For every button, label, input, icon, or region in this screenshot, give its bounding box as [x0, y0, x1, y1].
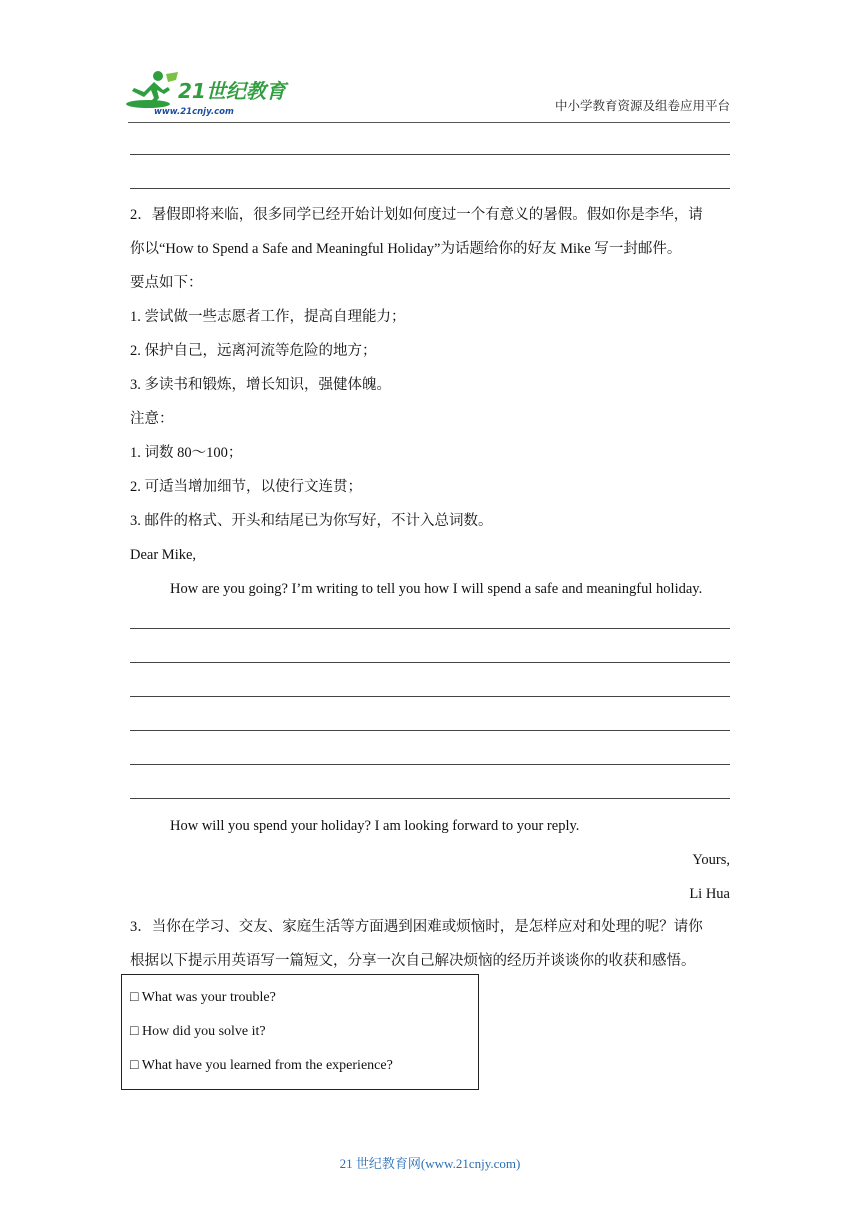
letter-greeting: Dear Mike,	[130, 547, 197, 563]
runner-logo-icon	[124, 68, 294, 118]
q2-note: 3. 邮件的格式、开头和结尾已为你写好，不计入总词数。	[130, 513, 493, 529]
writing-line	[130, 188, 730, 189]
logo-url: www.21cnjy.com	[154, 107, 234, 117]
q2-points-title: 要点如下：	[130, 275, 203, 291]
q2-point: 1. 尝试做一些志愿者工作，提高自理能力；	[130, 309, 406, 325]
footer-link[interactable]: 21 世纪教育网(www.21cnjy.com)	[339, 1156, 521, 1171]
answer-line[interactable]	[130, 730, 730, 731]
letter-signoff: Yours,	[692, 852, 730, 868]
q2-note: 1. 词数 80～100；	[130, 445, 243, 461]
q3-prompt-line2: 根据以下提示用英语写一篇短文，分享一次自己解决烦恼的经历并谈谈你的收获和感悟。	[130, 953, 696, 969]
logo	[124, 68, 294, 118]
q2-point: 3. 多读书和锻炼，增长知识，强健体魄。	[130, 377, 391, 393]
letter-signature: Li Hua	[689, 886, 730, 902]
platform-name: 中小学教育资源及组卷应用平台	[554, 99, 730, 113]
answer-line[interactable]	[130, 798, 730, 799]
header-rule	[128, 122, 730, 123]
q3-prompt-line1: 3．当你在学习、交友、家庭生活等方面遇到困难或烦恼时，是怎样应对和处理的呢？请你	[130, 919, 703, 935]
answer-line[interactable]	[130, 696, 730, 697]
q3-prompt-item: □ What was your trouble?	[130, 990, 276, 1005]
q2-notes-title: 注意：	[130, 411, 174, 427]
answer-line[interactable]	[130, 764, 730, 765]
answer-line[interactable]	[130, 662, 730, 663]
letter-opening: How are you going? I’m writing to tell you how I will spend a safe and meaningful holiday.	[170, 581, 703, 597]
letter-closing: How will you spend your holiday? I am looking forward to your reply.	[170, 818, 580, 834]
q3-prompt-item: □ What have you learned from the experience?	[130, 1058, 393, 1073]
writing-line	[130, 154, 730, 155]
logo-title: 21世纪教育	[178, 79, 286, 103]
q2-point: 2. 保护自己，远离河流等危险的地方；	[130, 343, 377, 359]
q3-prompt-box	[121, 974, 479, 1090]
q2-prompt-line1: 2．暑假即将来临，很多同学已经开始计划如何度过一个有意义的暑假。假如你是李华，请	[130, 207, 703, 223]
q3-prompt-item: □ How did you solve it?	[130, 1024, 266, 1039]
q2-prompt-line2: 你以“How to Spend a Safe and Meaningful Holiday”为话题给你的好友 Mike 写一封邮件。	[130, 241, 682, 257]
q2-note: 2. 可适当增加细节，以使行文连贯；	[130, 479, 362, 495]
answer-line[interactable]	[130, 628, 730, 629]
